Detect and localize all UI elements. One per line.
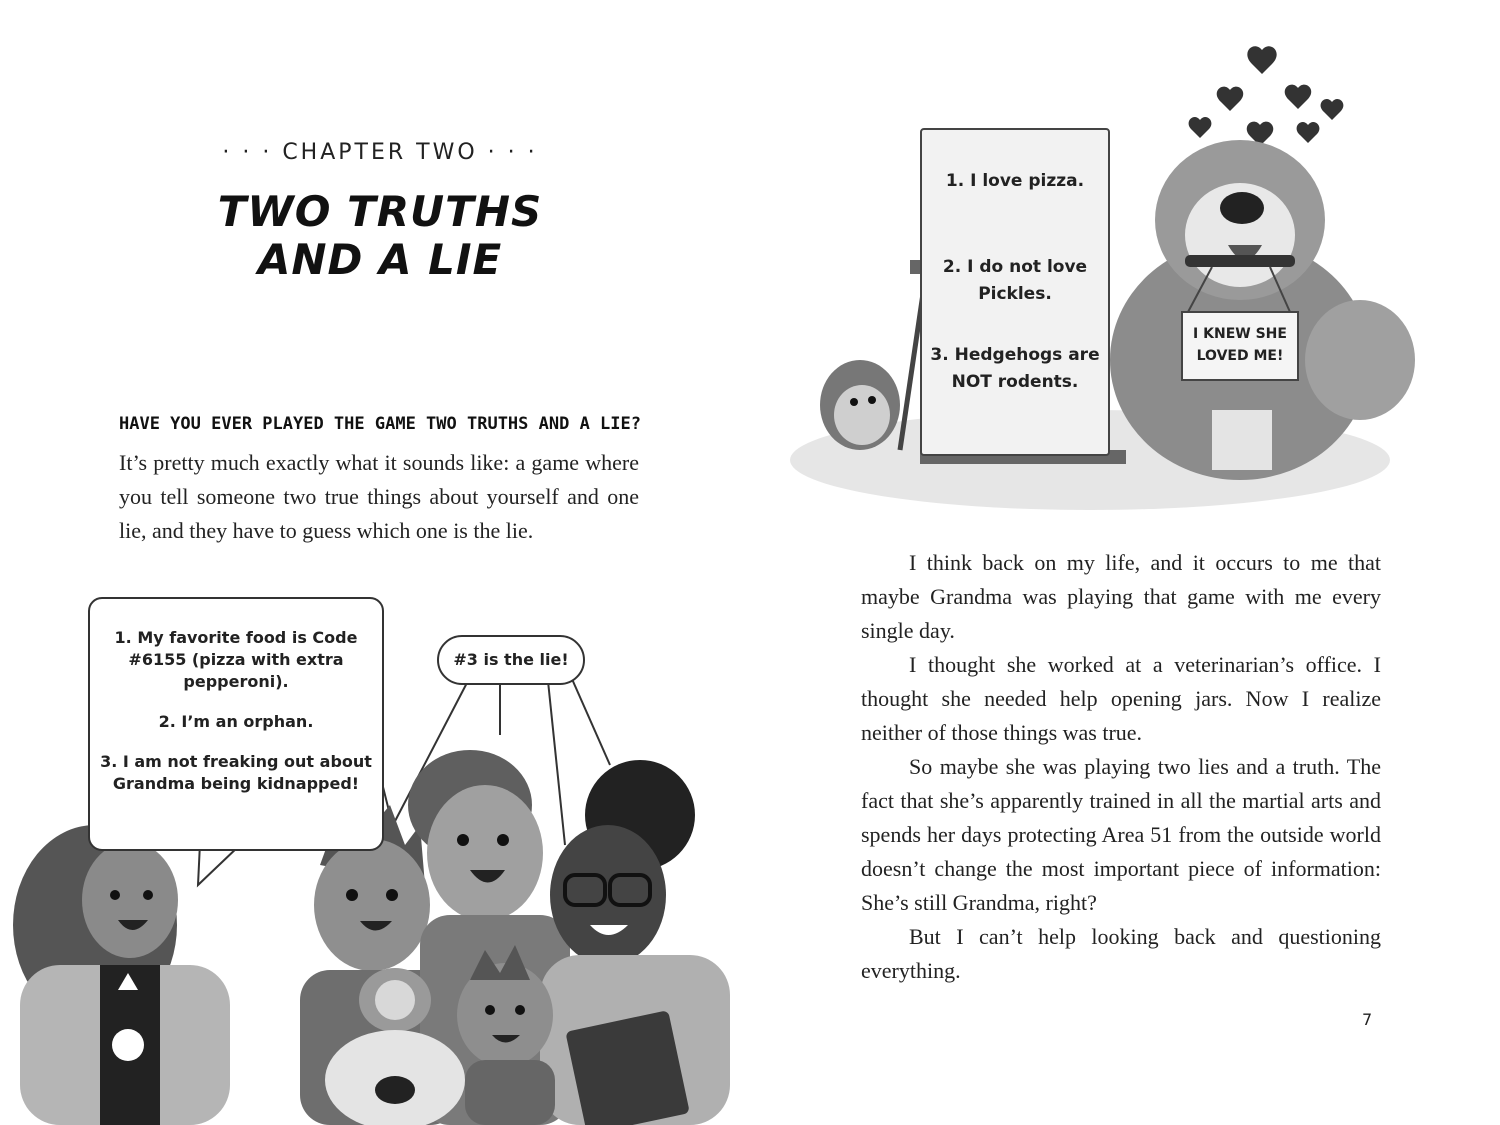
easel-item-1: 1. I love pizza. [945,171,1085,191]
speech-bubble-reply [437,635,585,685]
dog-sign [1181,311,1299,381]
reply-text: #3 is the lie! [453,650,569,669]
paragraph-1: I think back on my life, and it occurs to me that maybe Grandma was playing that game with me every single day. [861,550,1381,643]
right-body-text [861,546,1381,988]
page-number: 7 [1362,1010,1373,1029]
bubble-item-3: 3. I am not freaking out about Grandma being kidnapped! [100,752,372,793]
kids-illustration [0,595,750,1125]
chapter-title-line-2: AND A LIE [257,235,503,284]
chapter-label: · · · CHAPTER TWO · · · [222,140,538,165]
dog-hedgehog-illustration [750,30,1500,530]
paragraph-4: But I can’t help looking back and questioning everything. [861,924,1381,983]
speech-bubble-lies [88,597,384,851]
paragraph-2: I thought she worked at a veterinarian’s office. I thought she needed help opening jars. Now I realize neither of those things was true. [861,652,1381,745]
lead-heading: HAVE YOU EVER PLAYED THE GAME TWO TRUTHS AND A LIE? [119,414,641,434]
easel-item-3: 3. Hedgehogs are NOT rodents. [930,345,1100,392]
paragraph-3: So maybe she was playing two lies and a truth. The fact that she’s apparently trained in all the martial arts and spends her days protecting Area 51 from the outside world doesn’t change the most important piece of information: She’s still Grandma, right? [861,754,1381,915]
dog-sign-line-1: I KNEW SHE [1193,326,1287,342]
dog-sign-line-2: LOVED ME! [1196,348,1284,364]
intro-paragraph: It’s pretty much exactly what it sounds like: a game where you tell someone two true things about yourself and one lie, and they have to guess which one is the lie. [119,450,639,543]
bubble-item-2: 2. I’m an orphan. [158,712,314,731]
right-page [750,0,1500,1125]
bubble-item-1: 1. My favorite food is Code #6155 (pizza with extra pepperoni). [114,628,358,691]
easel-item-2: 2. I do not love Pickles. [942,257,1088,304]
chapter-title-line-1: TWO TRUTHS [217,187,543,236]
easel-sign [920,128,1110,456]
dog-hedgehog-drawing [750,30,1500,530]
chapter-title [200,188,560,284]
